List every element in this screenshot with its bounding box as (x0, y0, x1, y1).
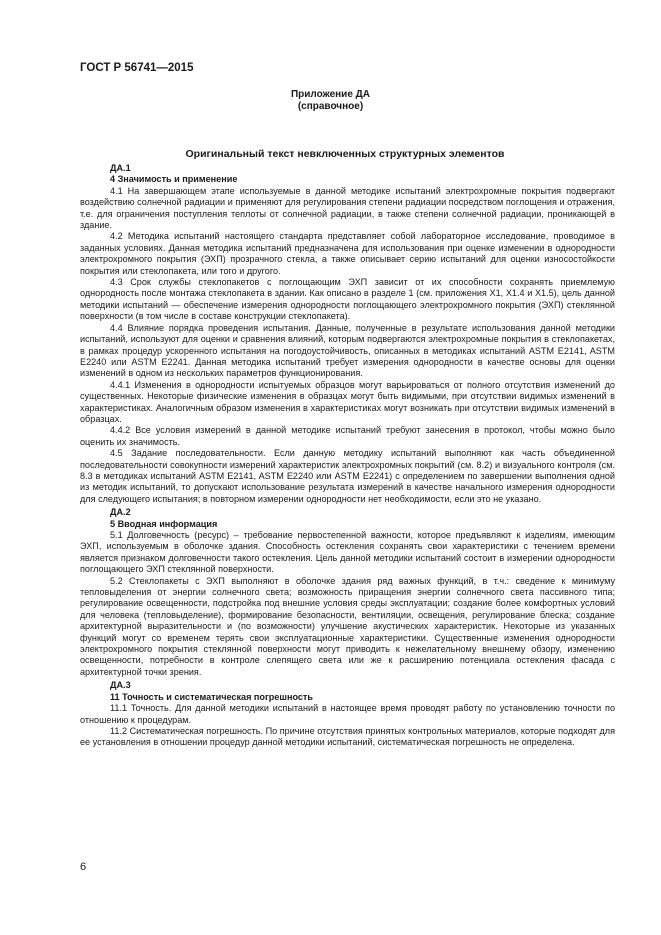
page-number: 6 (80, 861, 87, 873)
section-code-da2: ДА.2 (110, 507, 131, 518)
paragraph-4-4: 4.4 Влияние порядка проведения испытания. Данные, полученные в результате использования данной методики испытаний, используют для оценки и сравнения влияний, которым подвергаются электрохромные покрытия в стеклопакетах, в рамках процедур ускоренного испытания на погодоустойчивость, описанных в методиках испытаний ASTM E2141, ASTM E2240 или ASTM E2241. Данная методика испытаний требует измерения однородности в качестве основы для оценки изменений в одном из нескольких параметров функционирования. (80, 322, 615, 379)
paragraph-4-5: 4.5 Задание последовательности. Если данную методику испытаний выполняют как часть объединенной последовательности совокупности измерений характеристик электрохромных покрытий (см. 8.2) и визуального контроля (см. 8.3 в методиках испытаний ASTM E2141, ASTM E2240 или ASTM E2241) с определением по завершении выполнения одной из методик испытаний, то допускают использование результата измерений в качестве начального измерения однородности для следующего испытания; в повторном измерении однородности нет необходимости, если это не указано. (80, 448, 615, 504)
section-code-da3: ДА.3 (110, 680, 131, 691)
paragraph-5-2: 5.2 Стеклопакеты с ЭХП выполняют в оболочке здания ряд важных функций, в т.ч.: сведение к минимуму тепловыделения от энергии солнечного света; возможность приращения энергии солнечного света пассивного типа; регулирование освещенности, подстройка под внешние условия среды эксплуатации; создание более комфортных условий для человека (тепловыделение), формирование безопасности, вентиляции, освещения, регулирование блеска; создание архитектурной выразительности и (по возможности) улучшение акустических характеристик. Некоторые из указанных функций могут со временем терять свои эксплуатационные характеристики. Существенные изменения однородности электрохромного покрытия стеклянной поверхности могут приводить к нежелательному внешнему обзору, изменению освещенности, потребности в контроле слепящего света или же к расширению потенциала остекления фасада с архитектурной точки зрения. (80, 575, 615, 677)
paragraph-11-2: 11.2 Систематическая погрешность. По причине отсутствия принятых контрольных материалов, которые подходят для ее установления в отношении процедур данной методики испытаний, систематическая погрешность не определена. (80, 725, 615, 748)
document-header: ГОСТ Р 56741—2015 (80, 62, 194, 74)
appendix-note: (справочное) (297, 101, 364, 112)
main-title: Оригинальный текст невключенных структурных элементов (185, 148, 505, 160)
paragraph-4-3: 4.3 Срок службы стеклопакетов с поглощающим ЭХП зависит от их способности сохранять приемлемую однородность после монтажа стеклопакета в здании. Как описано в разделе 1 (см. приложения X1, X1.4 и X1.5), цель данной методики испытаний — обеспечение измерения однородности поглощающего электрохромного покрытия (ЭХП) стеклянной поверхности (в том числе в составе конструкции стеклопакета). (80, 277, 615, 322)
section-heading-4: 4 Значимость и применение (110, 174, 238, 185)
paragraph-4-4-2: 4.4.2 Все условия измерений в данной методике испытаний требуют занесения в протокол, чтобы можно было оценить их значимость. (80, 425, 615, 447)
paragraph-4-4-1: 4.4.1 Изменения в однородности испытуемых образцов могут варьироваться от полного отсутствия изменений до существенных. Некоторые физические изменения в образцах могут быть видимыми, при отсутствии видимых изменений в характеристиках. Аналогичным образом изменения в характеристиках могут возникать при отсутствии видимых изменений в образцах. (80, 379, 615, 424)
paragraph-4-1: 4.1 На завершающем этапе используемые в данной методике испытаний электрохромные покрытия подвергают воздействию солнечной радиации и применяют для регулирования степени радиации посредством поглощения и отражения, т.е. для ограничения поступления теплоты от солнечной радиации, в также степени солнечной радиации, проникающей в здание. (80, 185, 615, 231)
section-heading-5: 5 Вводная информация (110, 518, 218, 529)
section-heading-11: 11 Точность и систематическая погрешность (110, 691, 313, 702)
paragraph-11-1: 11.1 Точность. Для данной методики испытаний в настоящее время проводят работу по установлению точности по отношению к процедурам. (80, 703, 615, 725)
section-code-da1: ДА.1 (110, 163, 131, 173)
appendix-title: Приложение ДА (290, 89, 371, 100)
document-body (80, 163, 615, 749)
paragraph-4-2: 4.2 Методика испытаний настоящего стандарта представляет собой лабораторное исследование, проводимое в заданных условиях. Данная методика испытаний предназначена для использования при оценке изменении в однородности электрохромного покрытия (ЭХП) прозрачного стекла, а также описывает серию испытаний для оценки износостойкости покрытия или стеклопакета, или того и другого. (80, 231, 615, 276)
paragraph-5-1: 5.1 Долговечность (ресурс) – требование первостепенной важности, которое предъявляют к изделиям, имеющим ЭХП, используемым в оболочке здания. Способность остекления сохранять свои характеристики с течением времени является признаком долговечности такого остекления. Цель данной методики испытаний состоит в измерении однородности поглощающего ЭХП стеклянной поверхности. (80, 530, 615, 575)
